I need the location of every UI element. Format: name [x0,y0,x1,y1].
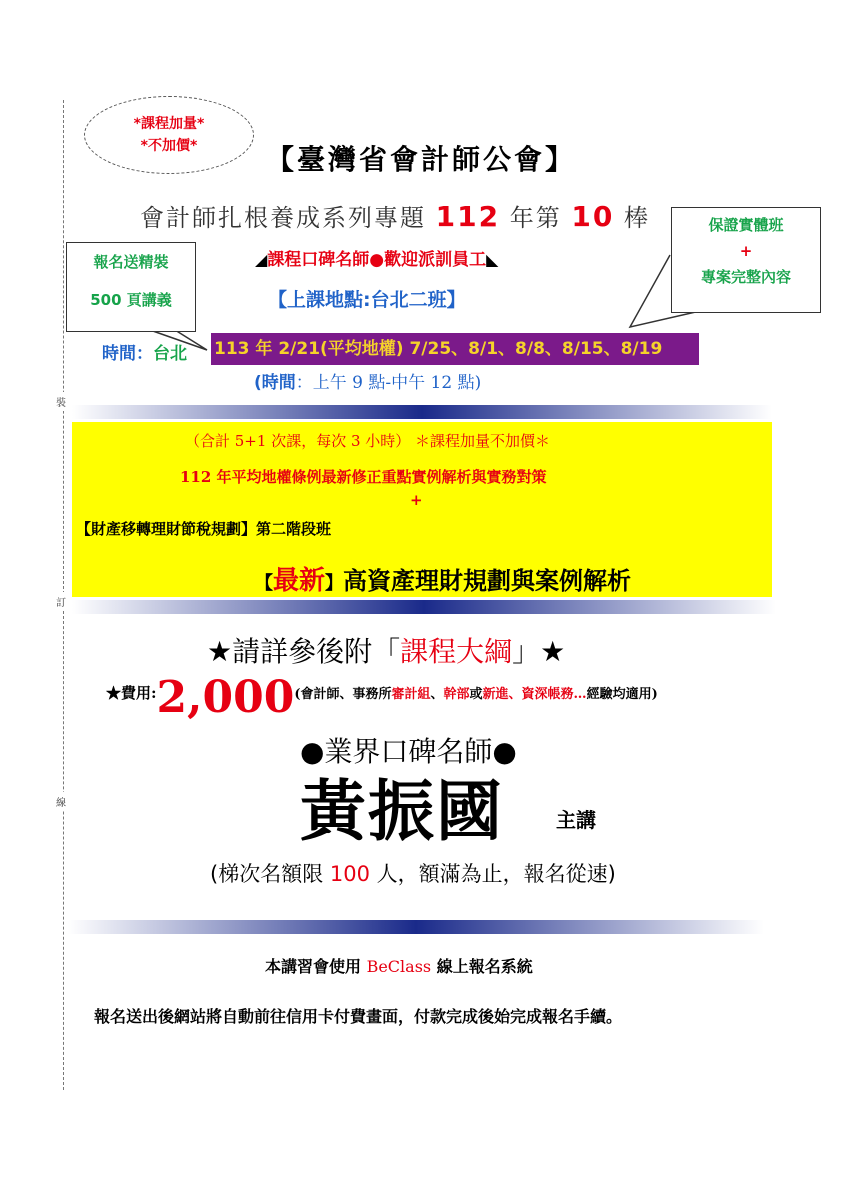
callout-guarantee-line-1: 保證實體班 [708,216,784,234]
course-topic-3-open: 【 [255,573,273,594]
instructor-title: ●業界口碑名師● [300,735,517,768]
fee-note-1: (會計師、事務所 [294,687,392,702]
callout-handout-line-2: 500 頁講義 [90,291,172,309]
schedule-city: 台北 [153,344,187,364]
registration-system [265,954,533,977]
course-topic-2: 【財產移轉理財節稅規劃】第二階段班 [76,520,332,538]
payment-note: 報名送出後網站將自動前往信用卡付費畫面，付款完成後始完成報名手續。 [94,1007,623,1026]
schedule-label [102,339,187,364]
series-number: 10 [571,200,615,233]
divider-bar-middle [72,600,776,614]
quota-prefix: (梯次名額限 [210,862,330,886]
callout-guarantee-line-3: 專案完整內容 [700,268,791,286]
fee-note [294,687,657,702]
fee-note-3: 、 [430,687,444,702]
outline-prefix: ★請詳參後附「 [207,635,401,668]
triangle-left-icon: ◢ [255,250,268,269]
registration-system-name: BeClass [366,957,432,976]
tagline-text: 課程口碑名師●歡迎派訓員工 [267,250,487,270]
divider-bar-top [72,405,772,419]
course-plus: + [410,491,423,509]
course-topic-3 [255,560,631,597]
fee-note-4: 幹部 [443,687,470,702]
course-topic-3-text: 高資產理財規劃與案例解析 [343,566,632,595]
location-suffix: 】 [446,289,466,311]
location-value: 台北二班 [370,289,447,311]
series-year: 112 [435,200,501,233]
course-newest-badge: 最新 [273,566,326,596]
instructor-role: 主講 [556,808,596,832]
page-title: 【臺灣省會計師公會】 [266,143,577,176]
registration-suffix: 線上報名系統 [431,957,533,976]
instructor-name: 黃振國 [300,773,504,850]
location-prefix: 【上課地點: [268,289,371,311]
schedule-hours [254,368,481,393]
promo-line-1: *課程加量* [133,116,205,132]
fee-note-6: 新進、資深帳務… [482,687,587,702]
fee-note-2: 審計組 [391,687,431,702]
callout-handout [66,242,196,332]
outline-reference [207,630,565,670]
quota-suffix: 人，額滿為止，報名從速) [369,862,616,886]
quota-number: 100 [329,862,370,886]
binding-mark-2: 訂 [56,592,66,611]
triangle-right-icon: ◣ [486,250,499,269]
outline-suffix: 」★ [512,635,566,668]
fee [106,672,658,723]
callout-guarantee [671,207,821,313]
course-summary: （合計 5+1 次課，每次 3 小時） ＊課程加量不加價＊ [185,432,551,450]
fee-label: ★費用: [106,684,157,702]
schedule-dates: 113 年 2/21(平均地權) 7/25、8/1、8/8、8/15、8/19 [211,333,699,365]
schedule-label-text: 時間： [102,344,153,364]
schedule-hours-open: (時間 [254,373,296,393]
fee-amount: 2,000 [156,672,295,723]
quota-note [210,858,616,888]
promo-line-2: *不加價* [140,138,198,154]
registration-prefix: 本講習會使用 [265,957,367,976]
course-topic-1: 112 年平均地權條例最新修正重點實例解析與實務對策 [180,468,547,486]
course-topic-3-close: 】 [325,573,344,594]
outline-name: 課程大綱 [400,635,513,668]
divider-bar-bottom [68,920,764,934]
series-mid: 年第 [500,204,572,232]
binding-mark-1: 裝 [56,392,66,411]
fee-note-5: 或 [469,687,483,702]
fee-note-7: 經驗均適用) [586,687,658,702]
callout-guarantee-plus: + [739,242,753,260]
series-prefix: 會計師扎根養成系列專題 [140,204,436,232]
series-suffix: 棒 [614,204,650,232]
callout-handout-line-1: 報名送精裝 [93,253,169,271]
binding-mark-3: 線 [56,792,66,811]
schedule-hours-text: ：上午 9 點-中午 12 點) [295,373,482,393]
